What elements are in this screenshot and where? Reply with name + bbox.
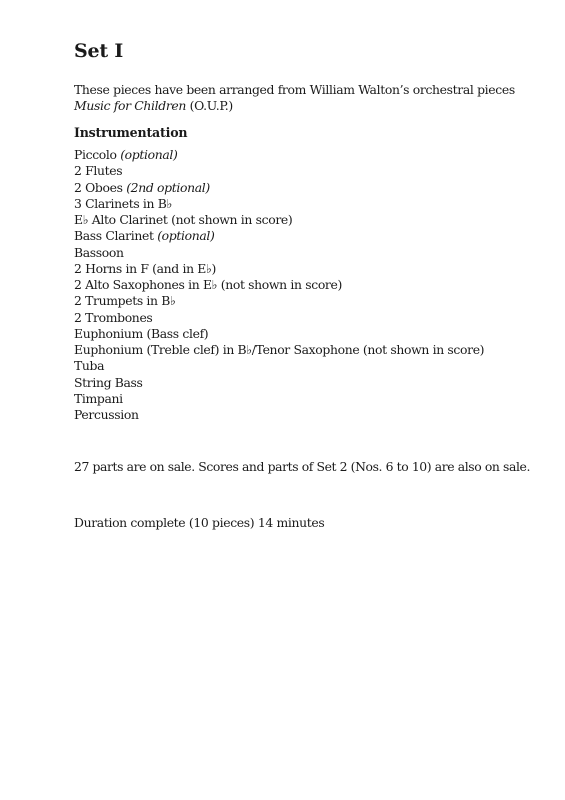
- instrument-name: 2 Trombones: [74, 309, 153, 325]
- instrument-item: [74, 358, 544, 374]
- instrument-name: E♭ Alto Clarinet (not shown in score): [74, 212, 293, 227]
- instrument-name: 2 Horns in F (and in E♭): [74, 260, 216, 276]
- instrument-item: [74, 310, 544, 326]
- instrument-name: String Bass: [74, 374, 143, 390]
- instrument-item: [74, 212, 544, 228]
- instrument-item: [74, 407, 544, 423]
- instrument-name: Euphonium (Bass clef): [74, 325, 209, 341]
- instrument-item: [74, 180, 544, 196]
- instrument-name: 3 Clarinets in B♭: [74, 195, 173, 211]
- instrument-item: [74, 375, 544, 391]
- instrument-name: 2 Oboes: [74, 179, 127, 195]
- instrument-name: Tuba: [74, 358, 105, 374]
- instrument-item: [74, 391, 544, 407]
- instrument-name: 2 Alto Saxophones in E♭ (not shown in score): [74, 277, 342, 292]
- instrument-note: (optional): [120, 147, 178, 162]
- instrument-item: [74, 147, 544, 163]
- instrumentation-list: [74, 147, 544, 423]
- intro-text-end: (O.U.P.): [186, 98, 233, 114]
- instrument-name: 2 Flutes: [74, 163, 123, 179]
- intro-text: These pieces have been arranged from William Walton’s orchestral pieces: [74, 82, 515, 97]
- instrument-item: [74, 245, 544, 261]
- instrumentation-heading: Instrumentation: [74, 125, 188, 140]
- instrument-item: [74, 261, 544, 277]
- instrument-name: Bass Clarinet: [74, 228, 158, 244]
- instrument-note: (2nd optional): [126, 179, 210, 195]
- instrument-name: Bassoon: [74, 244, 124, 260]
- instrument-item: [74, 277, 544, 293]
- instrument-name: Timpani: [74, 390, 123, 406]
- instrument-item: [74, 228, 544, 244]
- work-title: Music for Children: [74, 98, 187, 114]
- instrument-name: Euphonium (Treble clef) in B♭/Tenor Saxophone (not shown in score): [74, 342, 485, 357]
- intro-paragraph: [74, 82, 544, 115]
- duration-note: Duration complete (10 pieces) 14 minutes: [74, 515, 325, 530]
- instrument-item: [74, 196, 544, 212]
- instrument-item: [74, 326, 544, 342]
- instrument-name: Percussion: [74, 407, 139, 422]
- sale-note: 27 parts are on sale. Scores and parts of Set 2 (Nos. 6 to 10) are also on sale.: [74, 459, 531, 474]
- instrument-name: 2 Trumpets in B♭: [74, 293, 176, 309]
- instrument-item: [74, 342, 544, 358]
- instrument-note: (optional): [157, 228, 215, 244]
- instrument-name: Piccolo: [74, 147, 121, 162]
- page-title: Set I: [74, 40, 124, 62]
- instrument-item: [74, 293, 544, 309]
- instrument-item: [74, 163, 544, 179]
